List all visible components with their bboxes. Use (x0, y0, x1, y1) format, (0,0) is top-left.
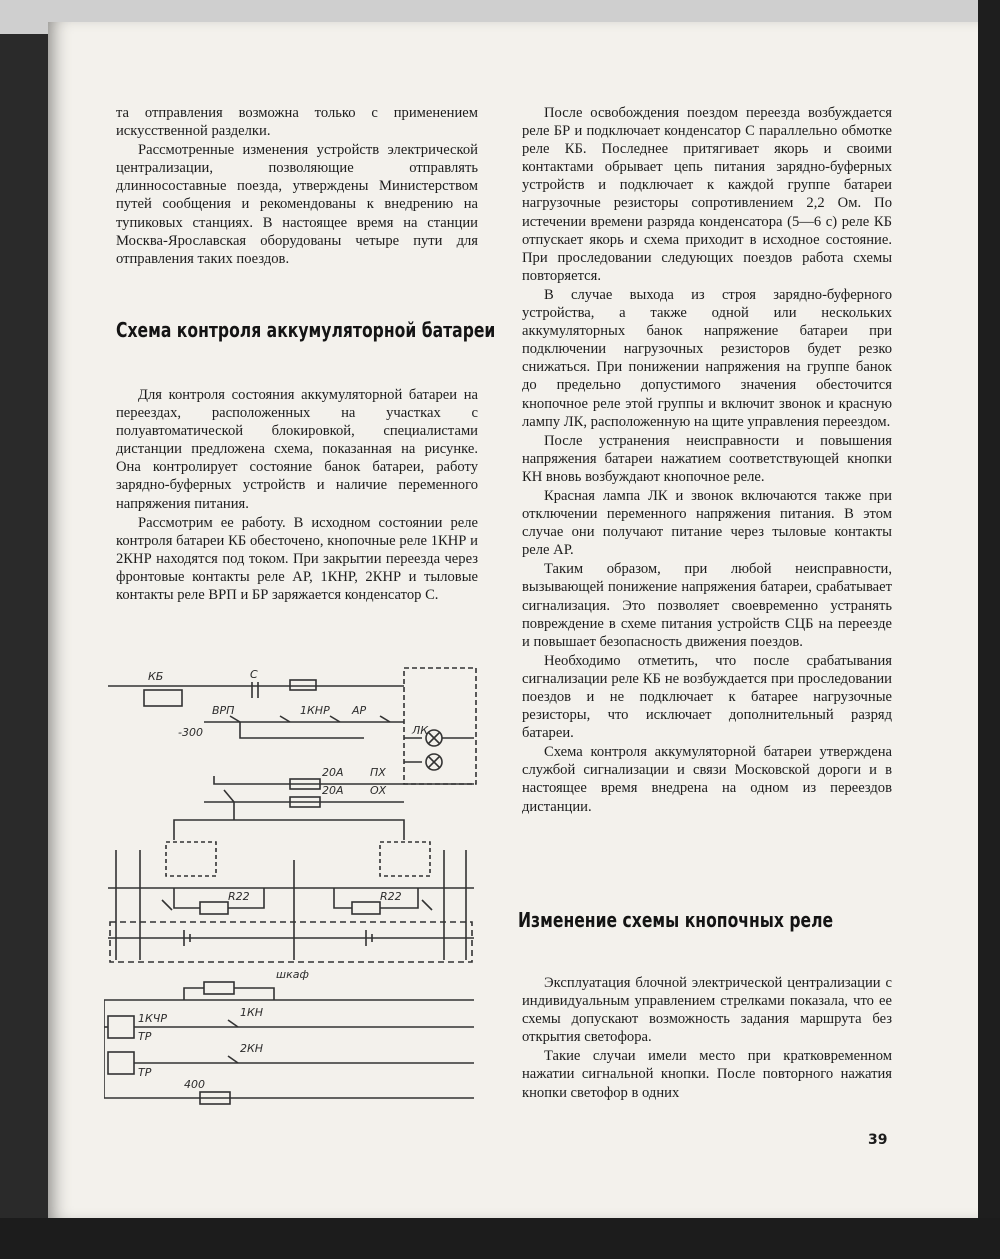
charger-unit-right (380, 842, 430, 876)
schematic-wire (240, 722, 364, 738)
relay-kb-coil (144, 690, 182, 706)
paragraph: Рассмотрим ее работу. В исходном состоянии реле контроля батареи КБ обесточено, кнопочные реле 1КНР и 2КНР находятся под током. При закрытии переезда через фронтовые контакты реле АР, 1КНР, 2КНР и тыловые контакты реле ВРП и БР заряжается конденсатор С. (116, 514, 478, 604)
schematic-wire (334, 888, 352, 908)
left-column-bottom-text (116, 386, 478, 605)
label-px: ПХ (370, 766, 386, 779)
section-heading-battery: Схема контроля аккумуляторной батареи (116, 318, 496, 342)
label-shkaf: шкаф (276, 968, 309, 981)
paragraph: Рассмотренные изменения устройств электрической централизации, позволяющие отправлять длинносоставные поезда, утверждены Министерством путей сообщения и рекомендованы к внедрению на тупиковых станциях. В настоящее время на станции Москва-Ярославская оборудованы четыре пути для отправления таких поездов. (116, 142, 478, 267)
label-tr-1: ТР (138, 1030, 152, 1043)
resistor-top (290, 680, 316, 690)
label-ox: ОХ (370, 784, 387, 797)
paragraph: После устранения неисправности и повышения напряжения батареи нажатием соответствующей кнопки КН вновь возбуждают кнопочное реле. (522, 432, 892, 485)
resistor-r22-left (200, 902, 228, 914)
relay-2kchr-coil (108, 1052, 134, 1074)
charger-unit-left (166, 842, 216, 876)
relay-1kchr-coil (108, 1016, 134, 1038)
scan-background-bottom (0, 1218, 1000, 1259)
schematic-wire (234, 988, 274, 1000)
label-ar: АР (352, 704, 367, 717)
resistor-relay-1 (204, 982, 234, 994)
label-fuse-20a-1: 20А (322, 766, 344, 779)
paragraph: В случае выхода из строя зарядно-буферного устройства, а также одной или нескольких аккумуляторных банок напряжение батареи при подключении нагрузочных резисторов будет резко снижаться. При понижении напряжения на группе банок до предельно допустимого значения обесточится кнопочное реле этой группы и включит звонок и красную лампу ЛК, расположенную на щите управления переездом. (522, 286, 892, 430)
label-r22-right: R22 (380, 890, 402, 903)
label-1kchr: 1КЧР (138, 1012, 167, 1025)
contact-kb (162, 900, 172, 910)
resistor-r22-right (352, 902, 380, 914)
label-1knr: 1КНР (300, 704, 330, 717)
right-column-top-text (522, 104, 892, 817)
paragraph: Красная лампа ЛК и звонок включаются также при отключении переменного напряжения питания. В этом случае они получают питание через тыловые контакты реле АР. (522, 487, 892, 559)
label-vrp: ВРП (212, 704, 235, 717)
left-column-top-text (116, 104, 478, 269)
label-2kn: 2КН (240, 1042, 264, 1055)
label-400: 400 (184, 1078, 205, 1091)
section-heading-relays: Изменение схемы кнопочных реле (518, 908, 834, 932)
label-r22-left: R22 (228, 890, 250, 903)
paragraph: После освобождения поездом переезда возбуждается реле БР и подключает конденсатор С параллельно обмотке реле КБ. Последнее притягивает якорь и своими контактами обрывает цепь питания зарядно-буферных устройств и подключает к каждой группе батареи нагрузочные резисторы сопротивлением 2,2 Ом. По истечении времени разряда конденсатора (5—6 с) реле КБ отпускает якорь и схема приходит в исходное состояние. При проследовании следующих поездов работа схемы повторяется. (522, 105, 892, 284)
schematic-wire (214, 776, 474, 784)
contact-switch (224, 790, 234, 802)
scan-background-right (978, 0, 1000, 1259)
paragraph: Такие случаи имели место при кратковременном нажатии сигнальной кнопки. После повторного нажатия кнопки светофор в одних (522, 1048, 892, 1101)
paragraph: Эксплуатация блочной электрической централизации с индивидуальным управлением стрелками показала, что ее схемы допускают возможность задания маршрута без открытия светофора. (522, 975, 892, 1046)
paragraph: та отправления возможна только с применением искусственной разделки. (116, 105, 478, 140)
right-column-bottom-text (522, 974, 892, 1103)
paragraph: Схема контроля аккумуляторной батареи утверждена службой сигнализации и связи Московской дороги и в настоящее время внедрена на одном из переездов дистанции. (522, 744, 892, 815)
battery-control-schematic (104, 660, 484, 1120)
schematic-wire (184, 988, 204, 1000)
paragraph: Таким образом, при любой неисправности, вызывающей понижение напряжения батареи, срабатывает сигнализация. Это позволяет своевременно устранять повреждение в схеме питания устройств СЦБ на переезде и повышает безопасность движения поездов. (522, 561, 892, 650)
paragraph: Необходимо отметить, что после срабатывания сигнализации реле КБ не возбуждается при проследовании поездов и не подключает к батарее нагрузочные резисторы, что исключает дополнительный разряд батареи. (522, 652, 892, 742)
label-kb: КБ (148, 670, 164, 683)
contact-1kn (228, 1020, 238, 1027)
contact-1knr (330, 716, 340, 722)
page-number: 39 (868, 1132, 888, 1148)
schematic-wire (174, 888, 200, 908)
label-1kn: 1КН (240, 1006, 264, 1019)
label-lk: ЛК (412, 724, 429, 737)
contact-br (280, 716, 290, 722)
contact-2kn (228, 1056, 238, 1063)
schematic-wire (174, 820, 404, 840)
label-300: -300 (178, 726, 203, 739)
label-capacitor-c: С (250, 668, 258, 681)
paragraph: Для контроля состояния аккумуляторной батареи на переездах, расположенных на участках с полуавтоматической блокировкой, специалистами дистанции предложена схема, показанная на рисунке. Она контролирует состояние банок батареи, работу зарядно-буферных устройств и наличие переменного напряжения питания. (116, 387, 478, 512)
label-fuse-20a-2: 20А (322, 784, 344, 797)
contact-kb (422, 900, 432, 910)
contact-ar (380, 716, 390, 722)
label-tr-2: ТР (138, 1066, 152, 1079)
battery-cabinet-outline (110, 922, 472, 962)
